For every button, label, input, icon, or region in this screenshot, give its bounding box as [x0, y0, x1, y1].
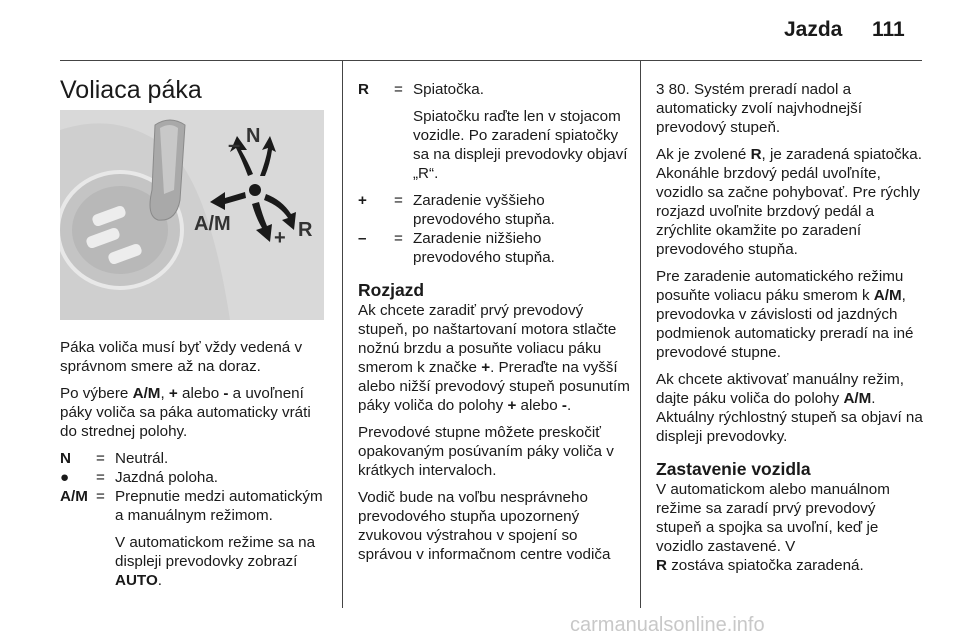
paragraph: Ak chcete aktivovať manuálny režim, dajte páku voliča do polohy A/M. Aktuálny rýchlostný stupeň sa objaví na displeji prevodovky.	[656, 371, 923, 445]
paragraph: Ak je zvolené R, je zaradená spiatočka. Akonáhle brzdový pedál uvoľníte, vozidlo sa začne pohybovať. Pre rýchly rozjazd uvoľnite brzdový pedál a zrýchlite okamžite po zaradení prevodového stupňa.	[656, 146, 922, 258]
left-column	[60, 338, 328, 598]
paragraph: Páka voliča musí byť vždy vedená v správnom smere až na doraz.	[60, 339, 303, 375]
definition-row: ● = Jazdná poloha.	[60, 469, 219, 486]
paragraph: Po výbere A/M, + alebo - a uvoľnení páky voliča sa páka automaticky vráti do strednej polohy.	[60, 385, 311, 440]
column-divider-2	[640, 60, 641, 608]
definition-row: A/M = Prepnutie medzi automatickým a manuálnym režimom. V automatickom režime sa na displeji prevodovky zobrazí AUTO.	[60, 487, 328, 598]
column-divider-1	[342, 60, 343, 608]
middle-column	[358, 80, 630, 572]
gear-selector-figure	[60, 110, 324, 320]
paragraph: Prevodové stupne môžete preskočiť opakovaným posúvaním páky voliča v krátkych intervaloch.	[358, 424, 614, 479]
paragraph: V automatickom alebo manuálnom režime sa zaradí prvý prevodový stupeň a spojka sa uvoľní, keď je vozidlo zastavené. V	[656, 481, 890, 555]
page-number: 111	[872, 18, 905, 41]
paragraph: 3 80. Systém preradí nadol a automaticky zvolí najvhodnejší prevodový stupeň.	[656, 81, 862, 136]
reverse-note: Spiatočku raďte len v stojacom vozidle. Po zaradení spiatočky sa na displeji prevodovky objaví „R“.	[413, 108, 628, 182]
page-header	[0, 0, 960, 60]
definition-row: R = Spiatočka. Spiatočku raďte len v stojacom vozidle. Po zaradení spiatočky sa na displeji prevodovky objaví „R“.	[358, 80, 630, 191]
watermark: carmanualsonline.info	[570, 614, 765, 636]
subheading-rozjazd: Rozjazd	[358, 280, 425, 300]
header-rule	[60, 60, 922, 61]
subheading-zastavenie: Zastavenie vozidla	[656, 459, 811, 479]
definition-row: – = Zaradenie nižšieho prevodového stupňa.	[358, 230, 555, 266]
figure-label-plus: +	[274, 227, 286, 249]
section-heading: Voliaca páka	[60, 76, 202, 104]
figure-label-n: N	[246, 125, 261, 147]
gear-selector-illustration	[60, 110, 324, 320]
figure-label-minus: –	[228, 132, 241, 157]
paragraph: Ak chcete zaradiť prvý prevodový stupeň, po naštartovaní motora stlačte nožnú brzdu a posuňte voliacu páku smerom k značke +. Preraďte na vyšší alebo nižší prevodový stupeň posunutím páky voliča do polohy + alebo -.	[358, 302, 630, 414]
right-column	[656, 80, 924, 583]
header-title: Jazda	[784, 18, 843, 41]
figure-label-am: A/M	[194, 213, 231, 235]
am-note: V automatickom režime sa na displeji prevodovky zobrazí AUTO.	[115, 534, 316, 589]
definition-row: + = Zaradenie vyššieho prevodového stupňa.	[358, 192, 555, 228]
paragraph: Vodič bude na voľbu nesprávneho prevodového stupňa upozornený zvukovou výstrahou v spojení so správou v informačnom centre vodiča	[358, 489, 611, 563]
paragraph: Pre zaradenie automatického režimu posuňte voliacu páku smerom k A/M, prevodovka v závislosti od jazdných podmienok automaticky preradí na iné prevodové stupne.	[656, 268, 914, 361]
figure-label-r: R	[298, 219, 313, 241]
paragraph: R zostáva spiatočka zaradená.	[656, 557, 864, 574]
definition-row: N = Neutrál.	[60, 450, 169, 467]
